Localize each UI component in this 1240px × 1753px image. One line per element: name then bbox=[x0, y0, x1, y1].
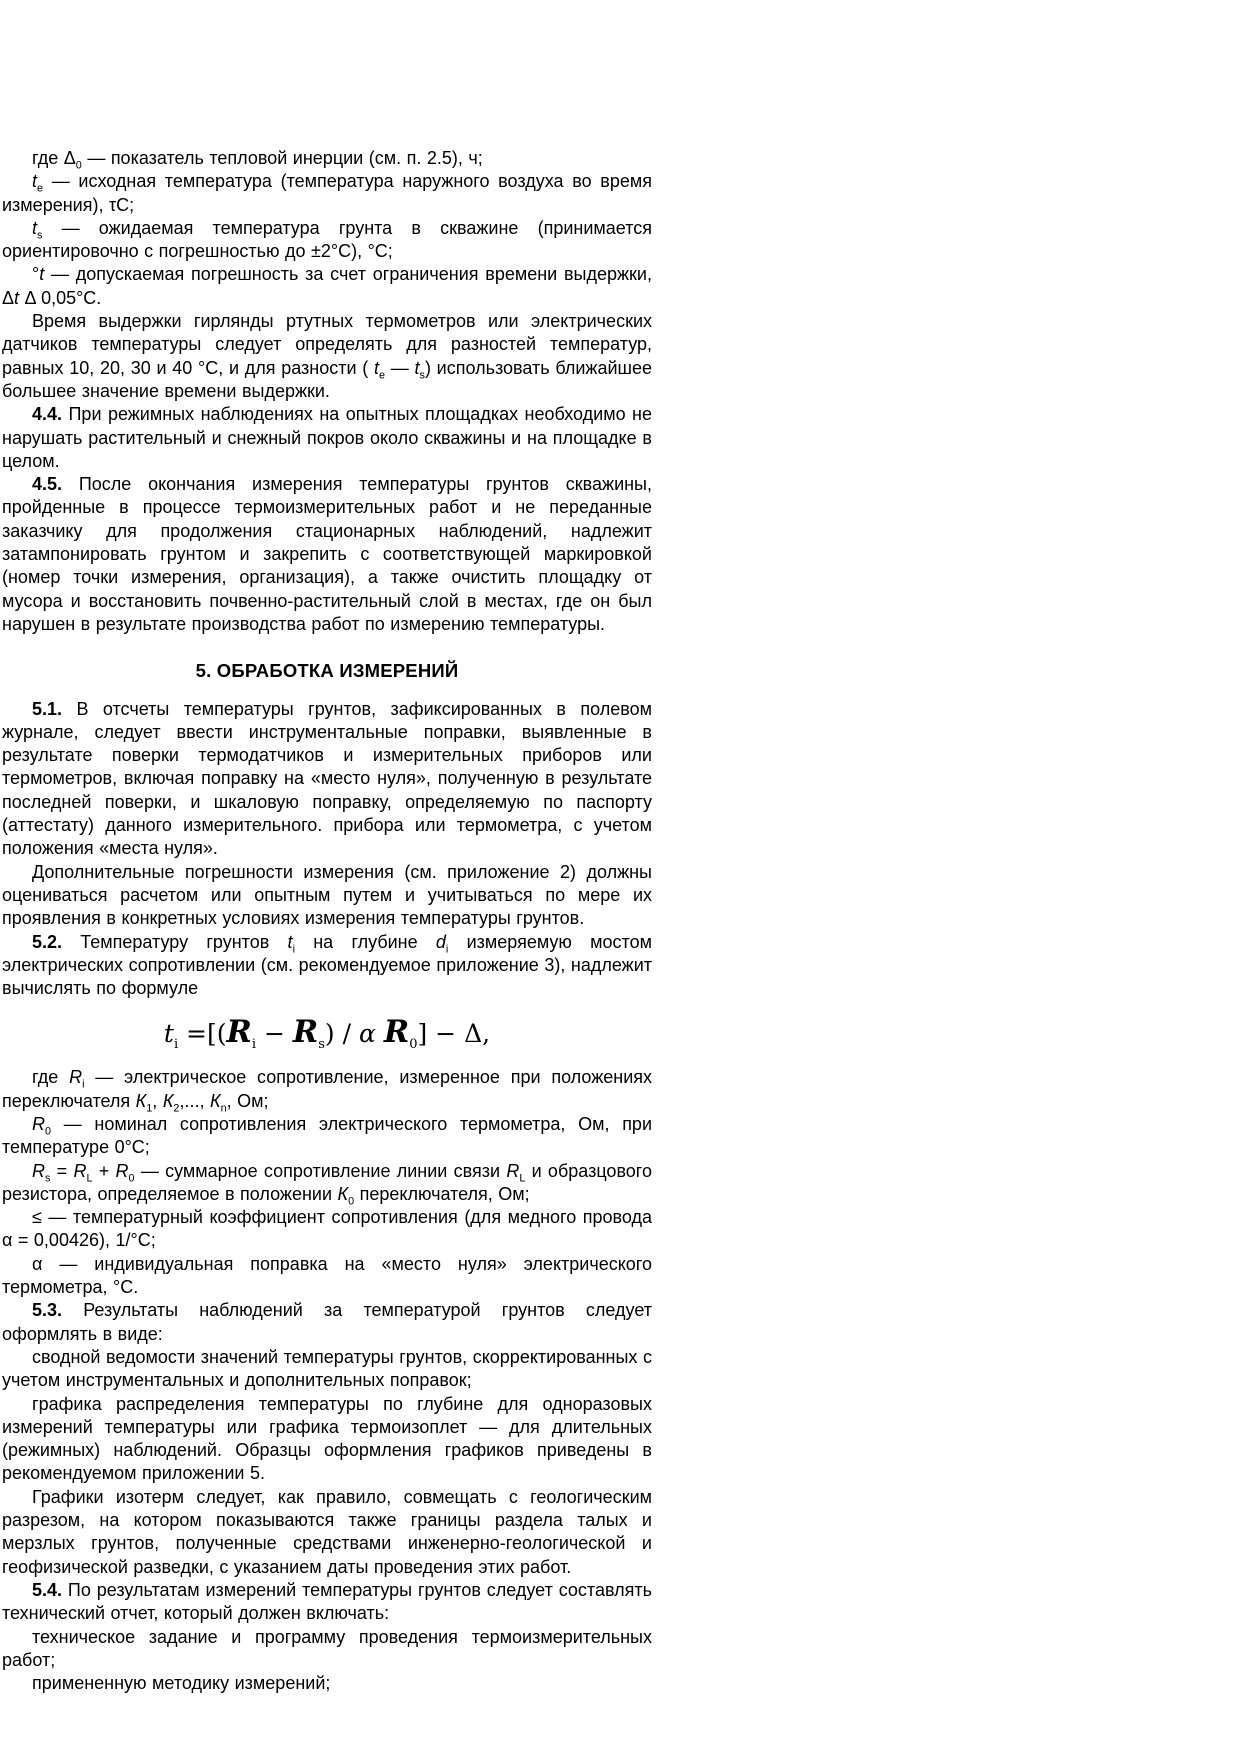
paragraph: α — индивидуальная поправка на «место нуля» электрического термометра, °С. bbox=[2, 1253, 652, 1298]
document-body bbox=[2, 147, 652, 1695]
paragraph: 5.3. Результаты наблюдений за температурой грунтов следует оформлять в виде: bbox=[2, 1300, 652, 1344]
paragraph: Графики изотерм следует, как правило, совмещать с геологическим разрезом, на котором показываются также границы раздела талых и мерзлых грунтов, полученные средствами инженерно-геологической и геофизической разведки, с указанием даты проведения этих работ. bbox=[2, 1486, 652, 1577]
paragraph: графика распределения температуры по глубине для одноразовых измерений температуры или графика термоизоплет — для длительных (режимных) наблюдений. Образцы оформления графиков приведены в рекомендуемом приложении 5. bbox=[2, 1393, 652, 1484]
paragraph: 5.4. По результатам измерений температуры грунтов следует составлять технический отчет, который должен включать: bbox=[2, 1579, 652, 1624]
paragraph: ≤ — температурный коэффициент сопротивления (для медного провода α = 0,00426), 1/°С; bbox=[2, 1207, 652, 1251]
paragraph: техническое задание и программу проведения термоизмерительных работ; bbox=[2, 1626, 652, 1670]
paragraph: $R_0$ — номинал сопротивления электрического термометра, Ом, при температуре 0°С; bbox=[2, 1113, 652, 1158]
paragraph: °t — допускаемая погрешность за счет ограничения времени выдержки, Δt Δ 0,05°С. bbox=[2, 264, 652, 308]
formula: $t_i =[(R_i - R_s) / \alpha$ $R_0] - \Delta$, bbox=[163, 1014, 491, 1053]
paragraph: 5.1. В отсчеты температуры грунтов, зафиксированных в полевом журнале, следует ввести инструментальные поправки, выявленные в результате поверки термодатчиков и измерительных приборов или термометров, включая поправку на «место нуля», полученную в результате последней поверки, и шкаловую поправку, определяемую по паспорту (аттестату) данного измерительного. прибора или термометра, с учетом положения «места нуля». bbox=[2, 698, 652, 859]
section-heading: 5. ОБРАБОТКА ИЗМЕРЕНИЙ bbox=[195, 660, 459, 682]
paragraph: где $\Delta_0$ — показатель тепловой инерции (см. п. 2.5), ч; bbox=[32, 148, 483, 172]
paragraph: $R_s = R_L + R_0$ — суммарное сопротивление линии связи $R_L$ и образцового резистора, определяемое в положении $К_0$ переключателя, Ом; bbox=[2, 1160, 652, 1208]
paragraph: где $R_i$ — электрическое сопротивление, измеренное при положениях переключателя $К_1$, $К_2$,..., $К_n$, Ом; bbox=[2, 1067, 652, 1115]
paragraph: 4.5. После окончания измерения температуры грунтов скважины, пройденные в процессе термоизмерительных работ и не переданные заказчику для продолжения стационарных наблюдений, надлежит затампонировать грунтом и закрепить с соответствующей маркировкой (номер точки измерения, организация), а также очистить площадку от мусора и восстановить почвенно-растительный слой в местах, где он был нарушен в результате производства работ по измерению температуры. bbox=[2, 474, 652, 634]
paragraph: примененную методику измерений; bbox=[32, 1673, 331, 1694]
paragraph: 5.2. Температуру грунтов $t_i$ на глубине $d_i$ измеряемую мостом электрических сопротивлении (см. рекомендуемое приложение 3), надлежит вычислять по формуле bbox=[2, 931, 652, 999]
paragraph: Дополнительные погрешности измерения (см. приложение 2) должны оцениваться расчетом или опытным путем и учитываться по мере их проявления в конкретных условиях измерения температуры грунтов. bbox=[2, 861, 652, 929]
paragraph: сводной ведомости значений температуры грунтов, скорректированных с учетом инструментальных и дополнительных поправок; bbox=[2, 1346, 652, 1391]
paragraph: $t_s$ — ожидаемая температура грунта в скважине (принимается ориентировочно с погрешностью до ±2°С), °С; bbox=[2, 217, 652, 262]
paragraph: $t_e$ — исходная температура (температура наружного воздуха во время измерения), τС; bbox=[2, 171, 652, 215]
paragraph: Время выдержки гирлянды ртутных термометров или электрических датчиков температуры следует определять для разностей температур, равных 10, 20, 30 и 40 °С, и для разности ( $t_e$ — $t_s$) использовать ближайшее большее значение времени выдержки. bbox=[2, 311, 652, 401]
paragraph: 4.4. При режимных наблюдениях на опытных площадках необходимо не нарушать растительный и снежный покров около скважины и на площадке в целом. bbox=[2, 404, 652, 471]
